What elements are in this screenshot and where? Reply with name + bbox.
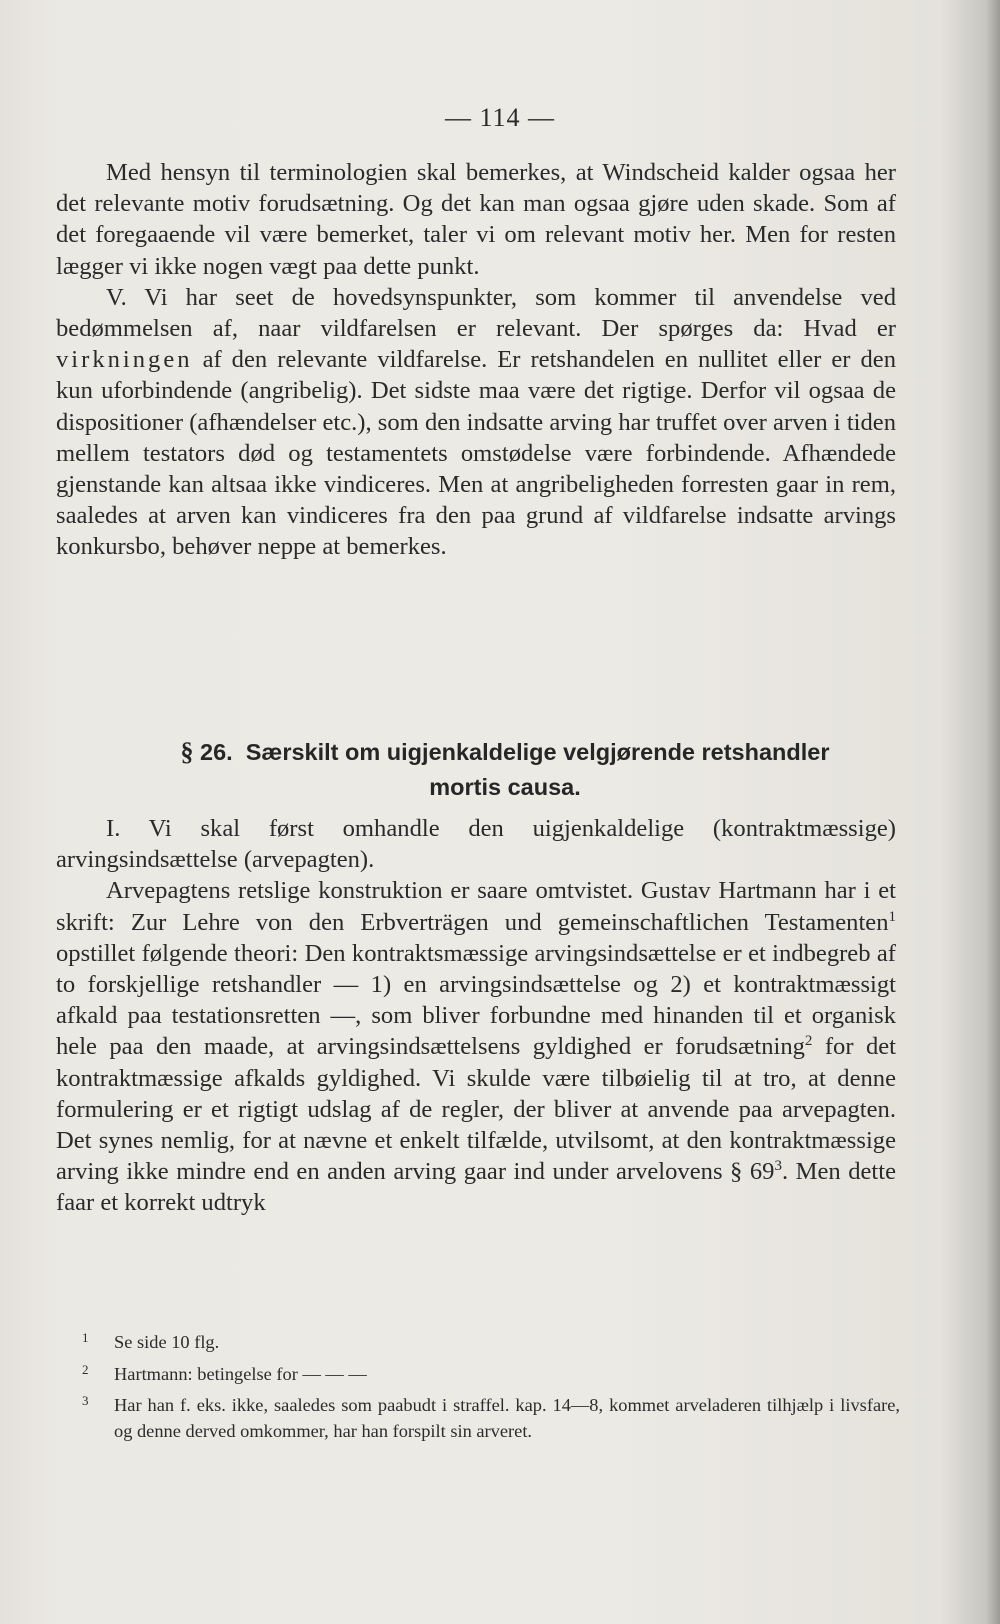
body-text-upper [56,157,896,563]
page-number: — 114 — [444,103,556,132]
paragraph-text: Med hensyn til terminologien skal bemerkes, at Windscheid kalder ogsaa her det relevante motiv forudsætning. Og det kan man ogsaa gjøre uden skade. Som af det foregaaende vil være bemerket, taler vi om relevant motiv her. Men for resten lægger vi ikke nogen vægt paa dette punkt. [56,159,896,280]
paragraph-text: opstillet følgende theori: Den kontraktsmæssige arvingsindsættelse er et indbegreb af to forskjellige retshandler — 1) en arvingsindsættelse og 2) et kontraktmæssigt afkald paa testationsretten —, som bliver forbundne med hinanden til et organisk hele paa den maade, at arvingsindsættelsens gyldighed er forudsætning [56,939,896,1061]
paragraph-text: V. Vi har seet de hovedsynspunkter, som kommer til anvendelse ved bedømmelsen af, naar vildfarelsen er relevant. Der spørges da: Hvad er [56,283,896,343]
paragraph-text: for det kontraktmæssige afkalds gyldighed. Vi skulde være tilbøielig til at tro, at denne formulering er et rigtigt udslag af de regler, der bliver at anvende paa arvepagten. Det synes nemlig, for at nævne et enkelt tilfælde, utvilsomt, at den kontraktmæssige arving ikke mindre end en anden arving gaar ind under arvelovens § 69 [56,1033,896,1186]
footnote-text: Hartmann: betingelse for — — — [114,1363,367,1384]
footnote-mark: 3 [82,1393,89,1408]
footnote-3 [70,1393,900,1444]
section-title-line-1: Særskilt om uigjenkaldelige velgjørende retshandler [245,739,830,765]
paragraph-hartmann-theory [56,875,896,1218]
page-edge-shadow [986,0,1000,1624]
paragraph-text: Arvepagtens retslige konstruktion er saare omtvistet. Gustav Hartmann har i et skrift: Zur Lehre von den Erbverträgen und gemeinschaftlichen Testamenten [56,877,896,936]
footnote-ref-2: 2 [804,1033,813,1050]
section-number: 26. [200,739,233,765]
paragraph-terminology [56,157,896,282]
section-heading-line-1 [110,734,900,770]
section-sign: § [180,737,194,766]
footnote-mark: 2 [82,1361,89,1377]
footnote-ref-1: 1 [888,908,896,925]
paragraph-text: . Men dette faar et korrekt udtryk [56,1158,896,1217]
footnote-mark: 1 [82,1330,89,1345]
footnote-text: Har han f. eks. ikke, saaledes som paabudt i straffel. kap. 14—8, kommet arveladeren tilhjælp i livsfare, og denne derved omkommer, har han forspilt sin arveret. [114,1395,900,1441]
paragraph-effects [56,282,896,563]
emphasis-virkningen: virkningen [56,346,193,374]
paragraph-text: af den relevante vildfarelse. Er retshandelen en nullitet eller er den kun uforbindende (angribelig). Det sidste maa være det rigtige. Derfor vil ogsaa de dispositioner (afhændelser etc.), som den indsatte arving har truffet over arven i tiden mellem testators død og testamentets omstødelse være forbindende. Afhændede gjenstande kan altsaa ikke vindiceres. Men at angribeligheden forresten gaar in rem, saaledes at arven kan vindiceres fra den paa grund af vildfarelse indsatte arvings konkursbo, behøver neppe at bemerkes. [56,346,896,561]
footnote-ref-3: 3 [774,1158,782,1175]
paragraph-text: I. Vi skal først omhandle den uigjenkaldelige (kontraktmæssige) arvingsindsættelse (arvepagten). [56,815,896,874]
section-heading [110,734,900,805]
footnote-2 [70,1362,900,1388]
paragraph-arvepagt-intro [56,813,896,875]
body-text-lower [56,813,896,1219]
footnotes [70,1330,900,1450]
footnote-text: Se side 10 flg. [114,1332,220,1352]
section-title-line-2: mortis causa. [429,774,581,800]
footnote-1 [70,1330,900,1356]
